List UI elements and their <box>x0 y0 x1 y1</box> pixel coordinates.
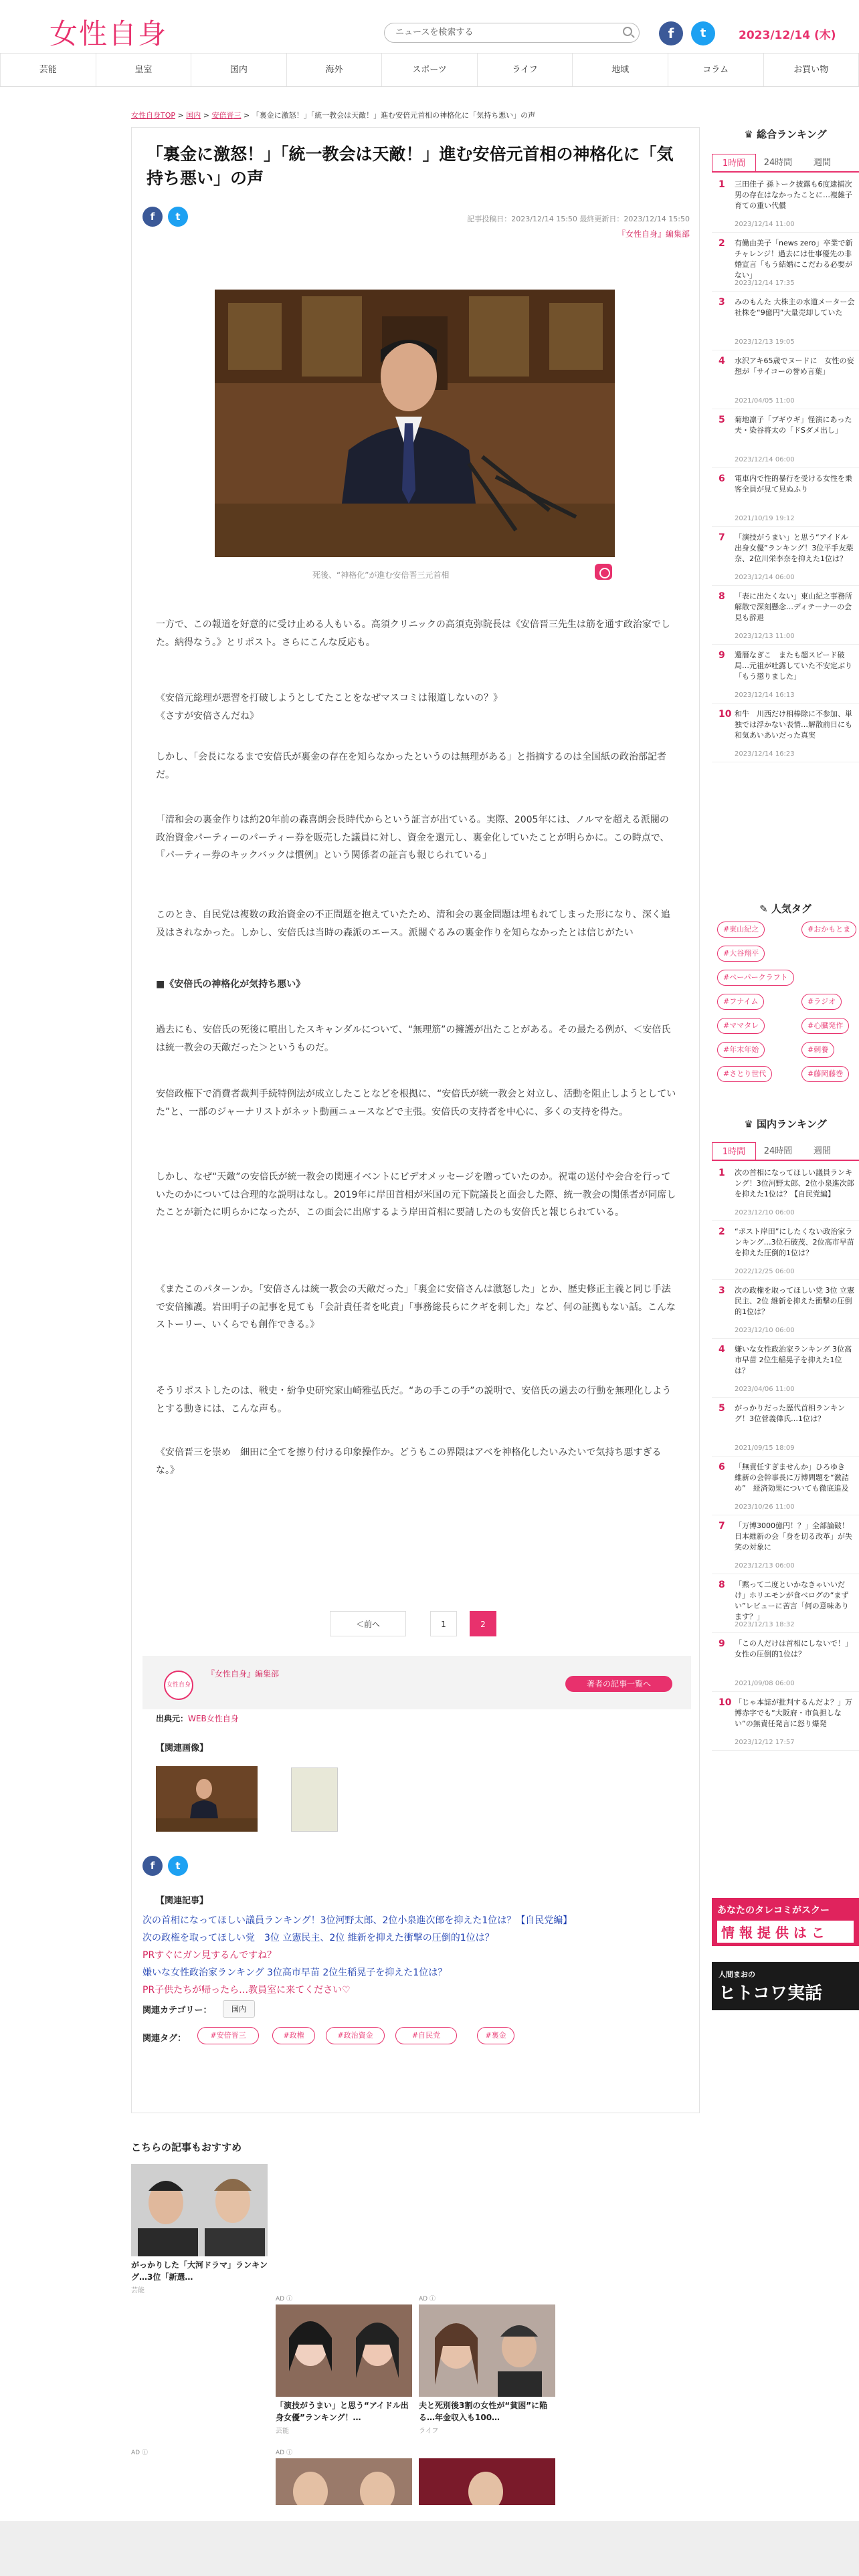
ranking-number: 8 <box>719 1580 725 1590</box>
ranking-title: 「万博3000億円！？」全部論破！日本維新の会「身を切る改革」が失笑の対象に <box>735 1521 852 1551</box>
author-name[interactable]: 『女性自身』編集部 <box>207 1669 280 1679</box>
related-image-thumbnail[interactable] <box>156 1766 258 1832</box>
popular-tag-chip[interactable]: #年末年始 <box>717 1042 765 1058</box>
ranking-date: 2023/12/10 06:00 <box>735 1327 795 1334</box>
ad-label: AD ⓘ <box>419 2296 436 2302</box>
nav-item-sports[interactable]: スポーツ <box>382 53 478 86</box>
ranking-date: 2021/09/08 06:00 <box>735 1680 795 1687</box>
ranking-title: 電車内で性的暴行を受ける女性を乗客全員が見て見ぬふり <box>735 474 852 494</box>
tab-24hours[interactable]: 24時間 <box>763 158 793 168</box>
popular-tag-chip[interactable]: #さとり世代 <box>717 1066 772 1082</box>
ranking-number: 3 <box>719 297 725 308</box>
nav-item-royal[interactable]: 皇室 <box>96 53 192 86</box>
share-twitter-icon[interactable]: t <box>168 207 188 227</box>
ranking-item[interactable] <box>712 706 859 762</box>
domestic-ranking-title: 国内ランキング <box>757 1118 827 1130</box>
related-article-link[interactable]: 嫌いな女性政治家ランキング 3位高市早苗 2位生稲晃子を抑えた1位は？ <box>142 1967 448 1978</box>
ranking-number: 4 <box>719 1344 725 1355</box>
breadcrumb-sep: > <box>175 111 187 120</box>
recommended-title: がっかりした「大河ドラマ」ランキング…3位「新選… <box>131 2260 268 2282</box>
ranking-number: 9 <box>719 650 725 661</box>
site-logo[interactable]: 女性自身 <box>50 17 168 50</box>
ranking-title: 嫌いな女性政治家ランキング 3位高市早苗 2位生稲晃子を抑えた1位は？ <box>735 1345 852 1375</box>
tag-chip[interactable]: #政治資金 <box>326 2027 385 2044</box>
banner-text: あなたのタレコミがスクー <box>717 1905 830 1916</box>
article-subheading: ■《安倍氏の神格化が気持ち悪い》 <box>156 979 306 990</box>
breadcrumb-sep: > <box>201 111 212 120</box>
article-paragraph: 一方で、この報道を好意的に受け止める人もいる。高須クリニックの高須克弥院長は《安倍晋三先生は筋を通す政治家でした。納得なう。》とリポスト。さらにこんな反応も。 <box>156 619 670 648</box>
camera-icon[interactable] <box>595 564 612 580</box>
site-header <box>0 0 859 53</box>
ranking-date: 2022/12/25 06:00 <box>735 1268 795 1275</box>
ranking-date: 2023/12/13 19:05 <box>735 338 795 346</box>
article-dates: 記事投稿日：2023/12/14 15:50 最終更新日：2023/12/14 15:50 <box>467 215 690 223</box>
popular-tag-chip[interactable]: #ママタレ <box>717 1018 765 1034</box>
nav-item-life[interactable]: ライフ <box>478 53 573 86</box>
breadcrumb-home[interactable]: 女性自身TOP <box>131 111 176 120</box>
ad-label: AD ⓘ <box>276 2450 292 2456</box>
ranking-item[interactable] <box>712 1165 859 1221</box>
overall-ranking-title: 総合ランキング <box>757 128 827 140</box>
tag-chip[interactable]: #自民党 <box>395 2027 457 2044</box>
ranking-number: 10 <box>719 1697 732 1708</box>
ranking-date: 2023/12/13 18:32 <box>735 1621 795 1628</box>
article-paragraph: そうリポストしたのは、戦史・紛争史研究家山崎雅弘氏だ。“あの手この手”の説明で、安倍氏の過去の行動を無理化しようとする動きには、こんな声も。 <box>156 1386 672 1414</box>
related-image-thumbnail[interactable] <box>291 1767 338 1832</box>
ranking-title: 三田佳子 孫トーク披露も6度逮捕次男の存在はなかったことに…複雑子育ての重い代償 <box>735 180 852 210</box>
tag-chip[interactable]: #裏金 <box>477 2027 514 2044</box>
nav-item-entertainment[interactable]: 芸能 <box>0 53 96 86</box>
ranking-item[interactable] <box>712 588 859 645</box>
related-articles-heading: 【関連記事】 <box>156 1896 209 1906</box>
pr-link[interactable]: PR子供たちが帰ったら…教員室に来てください♡ <box>142 1985 351 1996</box>
pager-page-1[interactable]: 1 <box>430 1611 457 1636</box>
ad-label: AD ⓘ <box>131 2450 148 2456</box>
article-paragraph: 《安倍晋三を崇め 細田に全てを擦り付ける印象操作か。どうもこの界隈はアベを神格化したいみたいで気持ち悪すぎるな。》 <box>156 1447 662 1476</box>
ranking-item[interactable] <box>712 1341 859 1398</box>
ranking-date: 2021/04/05 11:00 <box>735 397 795 405</box>
ranking-title: 還暦なぎこ またも超スピード破局…元祖が吐露していた不安定ぶり「もう懲りました」 <box>735 651 852 681</box>
popular-tag-chip[interactable]: #大谷翔平 <box>717 946 765 962</box>
recommended-image <box>131 2164 268 2256</box>
ranking-item[interactable] <box>712 1518 859 1574</box>
recommended-source: 芸能 <box>131 2287 145 2294</box>
category-chip[interactable]: 国内 <box>223 2000 255 2018</box>
author-articles-button[interactable]: 著者の記事一覧へ <box>565 1676 672 1692</box>
ranking-item[interactable] <box>712 1577 859 1633</box>
pager-page-2-current[interactable]: 2 <box>470 1611 496 1636</box>
ranking-number: 5 <box>719 1403 725 1414</box>
share-facebook-icon[interactable]: f <box>142 207 163 227</box>
recommended-card[interactable] <box>276 2458 412 2505</box>
banner-text: ヒトコワ実話 <box>719 1983 822 2004</box>
ranking-number: 4 <box>719 356 725 366</box>
recommended-heading: こちらの記事もおすすめ <box>131 2141 242 2153</box>
nav-item-domestic[interactable]: 国内 <box>191 53 287 86</box>
search-input[interactable] <box>384 23 640 43</box>
ranking-title: 和牛 川西だけ相棒除に不参加、単独では浮かない表情…解散前日にも和気あいあいだった真実 <box>735 710 852 740</box>
ranking-date: 2023/12/13 11:00 <box>735 633 795 640</box>
ranking-number: 6 <box>719 1462 725 1473</box>
article-paragraph: 過去にも、安倍氏の死後に噴出したスキャンダルについて、“無理筋”の擁護が出たことがある。その最たる例が、＜安倍氏は統一教会の天敵だった＞というものだ。 <box>156 1025 671 1053</box>
recommended-card[interactable] <box>419 2458 555 2505</box>
article-paragraph: 安倍政権下で消費者裁判手続特例法が成立したことなどを根拠に、“安倍氏が統一教会と対立し、活動を阻止しようとしていた”と、一部のジャーナリストがネット動画ニュースなどで主張。安倍氏の支持者を中心に、多くの支持を得た。 <box>156 1089 676 1117</box>
tip-off-banner[interactable] <box>712 1898 859 1946</box>
global-nav <box>0 53 859 87</box>
popular-tag-chip[interactable]: #東山紀之 <box>717 922 765 938</box>
tab-weekly[interactable]: 週間 <box>813 1146 831 1156</box>
ranking-date: 2023/12/12 17:57 <box>735 1739 795 1746</box>
breadcrumb-sep: > <box>241 111 252 120</box>
tab-24hours[interactable]: 24時間 <box>763 1146 793 1156</box>
ranking-title: “ポスト岸田”にしたくない政治家ランキング…3位石破茂、2位高市早苗を抑えた圧倒的1位は？ <box>735 1227 854 1257</box>
ranking-item[interactable] <box>712 647 859 704</box>
popular-tag-chip[interactable]: #おかもとま <box>801 922 856 938</box>
recommended-title: 夫と死別後3割の女性が“貧困”に陥る…年金収入も100… <box>419 2401 548 2422</box>
article-paragraph: しかし、なぜ“天敵”の安倍氏が統一教会の関連イベントにビデオメッセージを贈っていたのか。祝電の送付や会合を行っていたのかについては合理的な説明はなし。2019年に岸田首相が米国の元下院議長と面会した際、統一教会の関係者が同席したことが新たに明らかになったが、この面会に出席するよう岸田首相に要請したのも安倍氏と報じられている。 <box>156 1172 676 1218</box>
ranking-date: 2023/12/14 16:23 <box>735 750 795 758</box>
recommended-card[interactable] <box>131 2164 268 2294</box>
ranking-date: 2023/12/14 17:35 <box>735 280 795 287</box>
banner-text: 人間まおの <box>719 1970 755 1979</box>
ranking-item[interactable] <box>712 1459 859 1515</box>
ranking-number: 6 <box>719 473 725 484</box>
ad-label: AD ⓘ <box>276 2296 292 2302</box>
breadcrumb <box>131 110 535 120</box>
recommended-image <box>276 2304 412 2397</box>
popular-tag-chip[interactable]: #藤岡藤巻 <box>801 1066 849 1082</box>
breadcrumb-current: 「裏金に激怒！」「統一教会は天敵！」進む安倍元首相の神格化に「気持ち悪い」の声 <box>252 111 536 120</box>
recommended-image <box>276 2458 412 2505</box>
nav-item-column[interactable]: コラム <box>668 53 764 86</box>
ranking-title: 水沢アキ65歳でヌードに 女性の妄想が「サイコーの誉め言葉」 <box>735 356 854 376</box>
ranking-title: 「黙って二度といかなきゃいいだけ」ホリエモンが食べログの“まずい”レビューに苦言「何の意味あります？」 <box>735 1580 849 1621</box>
ranking-date: 2023/04/06 11:00 <box>735 1386 795 1393</box>
ranking-title: 「表に出たくない」東山紀之事務所解散で深刻懸念…ディテーナーの会見も辞退 <box>735 592 852 622</box>
source-link[interactable]: WEB女性自身 <box>188 1714 239 1723</box>
ranking-title: みのもんた 大株主の水道メーター会社株を“9億円”大量売却していた <box>735 298 855 317</box>
category-label: 関連カテゴリー： <box>142 2006 212 2016</box>
article-paragraph: しかし、「会長になるまで安倍氏が裏金の存在を知らなかったというのは無理がある」と指摘するのは全国紙の政治部記者だ。 <box>156 752 666 780</box>
ranking-item[interactable] <box>712 353 859 409</box>
ranking-item[interactable] <box>712 471 859 527</box>
ranking-item[interactable] <box>712 1224 859 1280</box>
nav-item-overseas[interactable]: 海外 <box>287 53 383 86</box>
article <box>131 127 700 2113</box>
header-date: 2023/12/14 (木) <box>739 29 836 42</box>
source-line <box>156 1713 239 1724</box>
ranking-title: 「演技がうまい」と思う“アイドル出身女優”ランキング！3位平手友梨奈、2位川栄李奈を抑えた1位は？ <box>735 533 854 563</box>
ranking-date: 2023/12/14 16:13 <box>735 691 795 699</box>
ranking-number: 5 <box>719 415 725 425</box>
tag-chip[interactable]: #安倍晋三 <box>197 2027 259 2044</box>
ranking-title: 「無責任すぎませんか」ひろゆき 維新の会幹事長に万博問題を“激詰め” 経済効果についても徹底追及 <box>735 1463 852 1493</box>
article-paragraph: このとき、自民党は複数の政治資金の不正問題を抱えていたため、清和会の裏金問題は埋もれてしまった形になり、深く追及はされなかった。しかし、安倍氏は当時の森派のエース。派閥ぐるみの裏金作りを知らなかったとは信じがたい <box>156 909 670 938</box>
ranking-date: 2021/10/19 19:12 <box>735 515 795 522</box>
search-icon[interactable] <box>623 27 632 36</box>
author-box <box>142 1656 691 1709</box>
ranking-title: 「じゃ本誌が批判するんだよ？」万博赤字でも“大阪府・市負担しない”の無責任発言に怒り爆発 <box>735 1698 852 1728</box>
ranking-number: 7 <box>719 532 725 543</box>
ranking-item[interactable] <box>712 1283 859 1339</box>
share-twitter-icon[interactable]: t <box>168 1856 188 1876</box>
ranking-date: 2023/12/14 11:00 <box>735 221 795 228</box>
ranking-date: 2023/12/14 06:00 <box>735 574 795 581</box>
pr-link[interactable]: PRすぐにガン見するんですね？ <box>142 1950 277 1961</box>
article-paragraph: 《安倍元総理が悪習を打破しようとしてたことをなぜマスコミは報道しないの？》 《さすが安倍さんだね》 <box>156 693 502 722</box>
ranking-item[interactable] <box>712 530 859 586</box>
banner-text: 情 報 提 供 は こ <box>717 1921 854 1943</box>
ranking-title: 有働由美子「news zero」卒業で新チャレンジ！過去には仕事優先の非婚宣言「もう結婚にこだわる必要がない」 <box>735 239 853 280</box>
popular-tag-chip[interactable]: #心臓発作 <box>801 1018 849 1034</box>
ranking-title: 「この人だけは首相にしないで！」女性の圧倒的1位は？ <box>735 1639 852 1658</box>
recommended-title: 「演技がうまい」と思う“アイドル出身女優”ランキング！… <box>276 2401 409 2422</box>
ranking-title: がっかりだった歴代首相ランキング！3位菅義偉氏…1位は？ <box>735 1404 845 1423</box>
photo-caption: 死後、“神格化”が進む安倍晋三元首相 <box>312 570 450 580</box>
ranking-number: 1 <box>719 1168 725 1178</box>
ranking-number: 3 <box>719 1285 725 1296</box>
facebook-icon[interactable]: f <box>659 21 683 45</box>
ranking-number: 10 <box>719 709 732 720</box>
ranking-item[interactable] <box>712 235 859 292</box>
overall-ranking-heading: ♛ 総合ランキング <box>744 128 827 140</box>
ranking-item[interactable] <box>712 412 859 468</box>
related-article-link[interactable]: 次の政権を取ってほしい党 3位 立憲民主、2位 維新を抑えた衝撃の圧倒的1位は？ <box>142 1933 494 1943</box>
tab-weekly[interactable]: 週間 <box>813 158 831 168</box>
popular-tag-chip[interactable]: #フナイム <box>717 994 764 1010</box>
twitter-icon[interactable]: t <box>691 21 715 45</box>
recommended-card[interactable] <box>419 2304 555 2435</box>
ranking-title: 次の政権を取ってほしい党 3位 立憲民主、2位 維新を抑えた衝撃の圧倒的1位は？ <box>735 1286 854 1316</box>
footer-bar <box>0 2521 859 2576</box>
article-paragraph: 「清和会の裏金作りは約20年前の森喜朗会長時代からという証言が出ている。実際、2005年には、ノルマを超える派閥の政治資金パーティーのパーティー券を販売した議員に対し、資金を還元し、裏金化していたことが明らかに。この時点で、『パーティー券のキックバックは慣例』という関係者の証言も報じられている」 <box>156 815 670 861</box>
ranking-number: 1 <box>719 179 725 190</box>
ranking-number: 9 <box>719 1638 725 1649</box>
share-facebook-icon[interactable]: f <box>142 1856 163 1876</box>
recommended-image <box>419 2458 555 2505</box>
article-author-link[interactable]: 『女性自身』編集部 <box>617 229 690 239</box>
domestic-ranking-heading: ♛ 国内ランキング <box>744 1118 827 1130</box>
ranking-item[interactable] <box>712 1695 859 1751</box>
source-label: 出典元： <box>156 1714 189 1723</box>
related-images-heading: 【関連画像】 <box>156 1743 209 1753</box>
ranking-number: 2 <box>719 238 725 249</box>
nav-item-shopping[interactable]: お買い物 <box>764 53 859 86</box>
ranking-number: 2 <box>719 1226 725 1237</box>
popular-tag-chip[interactable]: #ラジオ <box>801 994 842 1010</box>
ranking-date: 2023/10/26 11:00 <box>735 1503 795 1511</box>
article-title: 「裏金に激怒！」「統一教会は天敵！」進む安倍元首相の神格化に「気持ち悪い」の声 <box>147 144 674 189</box>
tab-1hour[interactable]: 1時間 <box>712 154 756 171</box>
domestic-ranking-tabs <box>712 1142 859 1161</box>
related-article-link[interactable]: 次の首相になってほしい議員ランキング！3位河野太郎、2位小泉進次郎を抑えた1位は？【自民党編】 <box>142 1915 573 1926</box>
recommended-card[interactable] <box>276 2304 412 2435</box>
ranking-item[interactable] <box>712 294 859 350</box>
recommended-source: 芸能 <box>276 2428 289 2435</box>
ranking-date: 2021/09/15 18:09 <box>735 1444 795 1452</box>
popular-tag-chip[interactable]: #ペーパークラフト <box>717 970 794 986</box>
ranking-title: 菊地凛子「ブギウギ」怪演にあった夫・染谷将太の「ドSダメ出し」 <box>735 415 852 435</box>
recommended-image <box>419 2304 555 2397</box>
tag-chip[interactable]: #政権 <box>272 2027 315 2044</box>
ranking-date: 2023/12/10 06:00 <box>735 1209 795 1216</box>
tags-label: 関連タグ： <box>142 2034 187 2044</box>
ranking-date: 2023/12/14 06:00 <box>735 456 795 463</box>
ranking-number: 7 <box>719 1521 725 1531</box>
search-placeholder: ニュースを検索する <box>395 27 474 37</box>
ranking-item[interactable] <box>712 1636 859 1692</box>
pager-prev-button[interactable]: ＜前へ <box>330 1611 406 1636</box>
article-paragraph: 《またこのパターンか。「安倍さんは統一教会の天敵だった」「裏金に安倍さんは激怒した」とか、歴史修正主義と同じ手法で安倍擁護。岩田明子の記事を見ても「会計責任者を叱責」「事務総長らにクギを刺した」など、何の証拠もない話。こんなストーリー、いくらでも創作できる。》 <box>156 1284 676 1331</box>
recommended-source: ライフ <box>419 2428 439 2435</box>
article-photo[interactable] <box>215 290 615 557</box>
hitokowa-banner[interactable] <box>712 1962 859 2010</box>
ranking-date: 2023/12/13 06:00 <box>735 1562 795 1570</box>
breadcrumb-category[interactable]: 国内 <box>186 111 201 120</box>
nav-item-region[interactable]: 地域 <box>573 53 668 86</box>
ranking-title: 次の首相になってほしい議員ランキング！3位河野太郎、2位小泉進次郎を抑えた1位は？【自民党編】 <box>735 1168 854 1198</box>
tab-1hour[interactable]: 1時間 <box>712 1142 756 1160</box>
ranking-item[interactable] <box>712 177 859 233</box>
ranking-item[interactable] <box>712 1400 859 1457</box>
ranking-number: 8 <box>719 591 725 602</box>
popular-tags-heading: ✎ 人気タグ <box>759 903 812 915</box>
ranking-tabs <box>712 154 859 173</box>
popular-tags-title: 人気タグ <box>771 903 812 915</box>
breadcrumb-tag[interactable]: 安倍晋三 <box>211 111 242 120</box>
author-avatar: 女性自身 <box>164 1671 193 1700</box>
popular-tag-chip[interactable]: #刺養 <box>801 1042 834 1058</box>
